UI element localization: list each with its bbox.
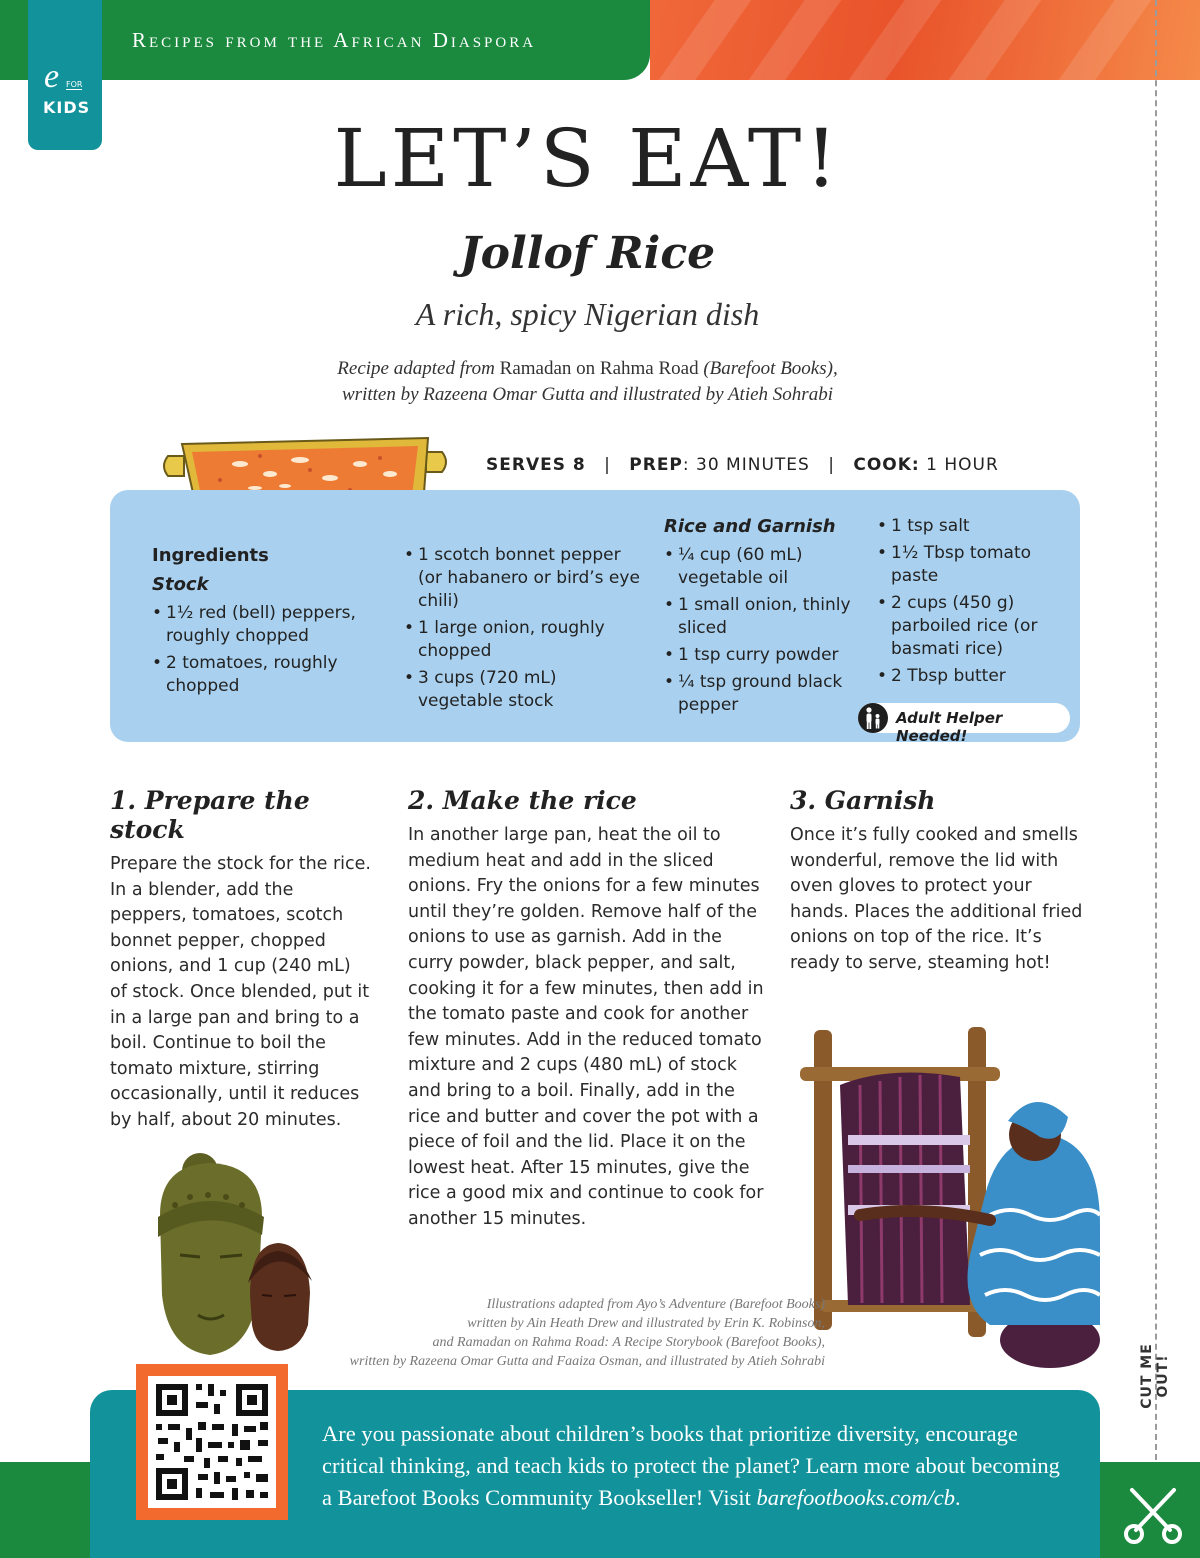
recipe-subtitle: A rich, spicy Nigerian dish	[415, 296, 760, 332]
stock-heading: Stock	[152, 574, 209, 595]
ingredient-item: • 1 large onion, roughly chopped	[404, 617, 640, 663]
ingredient-item: • 1½ Tbsp tomato paste	[877, 542, 1067, 588]
ingredient-item: • ¼ tsp ground black pepper	[664, 671, 854, 717]
ingredients-col-2	[404, 544, 640, 717]
qr-code-icon	[148, 1376, 276, 1508]
step-body: Once it’s fully cooked and smells wonderful, remove the lid with oven gloves to protect your hands. Places the additional fried onions on top of the rice. It’s ready to serve, steaming hot!	[790, 825, 1083, 973]
prep-value: : 30 MINUTES	[682, 455, 810, 475]
step-title: 2. Make the rice	[408, 786, 637, 815]
ingredient-item: • ¼ cup (60 mL) vegetable oil	[664, 544, 854, 590]
adult-helper-label: Adult Helper Needed!	[896, 709, 1003, 745]
illustration-credit	[320, 1295, 825, 1371]
ingredient-item: • 1 scotch bonnet pepper (or habanero or bird’s eye chili)	[404, 544, 640, 613]
illustration-credit-line: Illustrations adapted from Ayo’s Adventure (Barefoot Books)	[486, 1297, 825, 1312]
scissors-icon	[1122, 1484, 1184, 1546]
recipe-title: Jollof Rice	[459, 228, 716, 279]
ingredient-item: • 3 cups (720 mL) vegetable stock	[404, 667, 640, 713]
ingredients-col-3	[664, 515, 854, 721]
series-title: Recipes from the African Diaspora	[132, 28, 537, 52]
cut-label: CUT ME OUT!	[1139, 1343, 1171, 1409]
adult-child-icon	[858, 703, 888, 733]
qr-code[interactable]	[148, 1376, 276, 1508]
promo-body: Are you passionate about children’s books that prioritize diversity, encourage critical thinking, and teach kids to protect the planet? Learn more about becoming a Barefoot Books Community Bookseller! Visit	[322, 1421, 1060, 1510]
recipe-credit	[0, 356, 1175, 408]
prep-label: PREP	[629, 455, 683, 475]
cook-label: COOK:	[853, 455, 920, 475]
credit-book: Ramadan on Rahma Road	[499, 358, 699, 379]
credit-prefix: Recipe adapted from	[337, 358, 495, 379]
step-body: In another large pan, heat the oil to medium heat and add in the sliced onions. Fry the onions for a few minutes until they’re golden. Remove half of the onions to use as garnish. Add in the curry powder, black pepper, and salt, cooking it for a few minutes, then add in the tomato paste and cook for another few minutes. Add in the reduced tomato mixture and 2 cups (480 mL) of stock and bring to a boil. Finally, add in the rice and butter and cover the pot with a piece of foil and the lid. Place it on the lowest heat. After 15 minutes, give the rice a good mix and continue to cook for another 15 minutes.	[408, 825, 764, 1229]
promo-text	[322, 1418, 1062, 1514]
ingredient-item: • 2 cups (450 g) parboiled rice (or basmati rice)	[877, 592, 1067, 661]
cook-value: 1 HOUR	[919, 455, 999, 475]
credit-line2: written by Razeena Omar Gutta and illustrated by Atieh Sohrabi	[342, 384, 833, 405]
ingredients-heading: Ingredients	[152, 545, 269, 566]
step-2	[408, 786, 764, 1233]
badge-kids: KIDS	[43, 98, 91, 117]
badge-e: e	[44, 58, 60, 95]
adult-helper-badge	[858, 703, 1070, 745]
rice-heading: Rice and Garnish	[664, 516, 836, 537]
illustration-credit-line: and Ramadan on Rahma Road: A Recipe Storybook (Barefoot Books),	[432, 1335, 825, 1350]
cut-line	[1155, 0, 1157, 1460]
promo-link[interactable]: barefootbooks.com/cb	[756, 1485, 955, 1510]
promo-end: .	[954, 1485, 961, 1510]
serves: SERVES 8	[486, 455, 586, 475]
ingredients-col-4	[877, 515, 1067, 692]
stats-divider: |	[604, 455, 611, 475]
illustration-credit-line: written by Ain Heath Drew and illustrated by Erin K. Robinson,	[467, 1316, 825, 1331]
step-body: Prepare the stock for the rice. In a blender, add the peppers, tomatoes, scotch bonnet pepper, chopped onions, and 1 cup (240 mL) of stock. Once blended, put it in a large pan and bring to a boil. Continue to boil the tomato mixture, stirring occasionally, until it reduces by half, about 20 minutes.	[110, 854, 371, 1130]
step-3	[790, 786, 1095, 977]
weaver-illustration	[800, 1025, 1105, 1370]
header-pattern	[650, 0, 1200, 80]
ingredient-item: • 1 tsp curry powder	[664, 644, 854, 667]
ingredient-item: • 1 small onion, thinly sliced	[664, 594, 854, 640]
step-1	[110, 786, 372, 1134]
ingredient-item: • 2 tomatoes, roughly chopped	[152, 652, 382, 698]
step-title: 1. Prepare the stock	[110, 786, 310, 844]
step-title: 3. Garnish	[790, 786, 936, 815]
bronze-heads-illustration	[150, 1145, 330, 1360]
ingredient-item: • 1½ red (bell) peppers, roughly chopped	[152, 602, 382, 648]
ingredient-item: • 1 tsp salt	[877, 515, 1067, 538]
badge-for: FOR	[66, 80, 83, 89]
page-title: LET’S EAT!	[333, 112, 842, 205]
credit-publisher: (Barefoot Books),	[703, 358, 838, 379]
stats-divider: |	[828, 455, 835, 475]
recipe-stats	[486, 455, 999, 475]
illustration-credit-line: written by Razeena Omar Gutta and Faaiza Osman, and illustrated by Atieh Sohrabi	[349, 1354, 825, 1369]
ingredient-item: • 2 Tbsp butter	[877, 665, 1067, 688]
ingredients-col-1	[152, 544, 382, 702]
